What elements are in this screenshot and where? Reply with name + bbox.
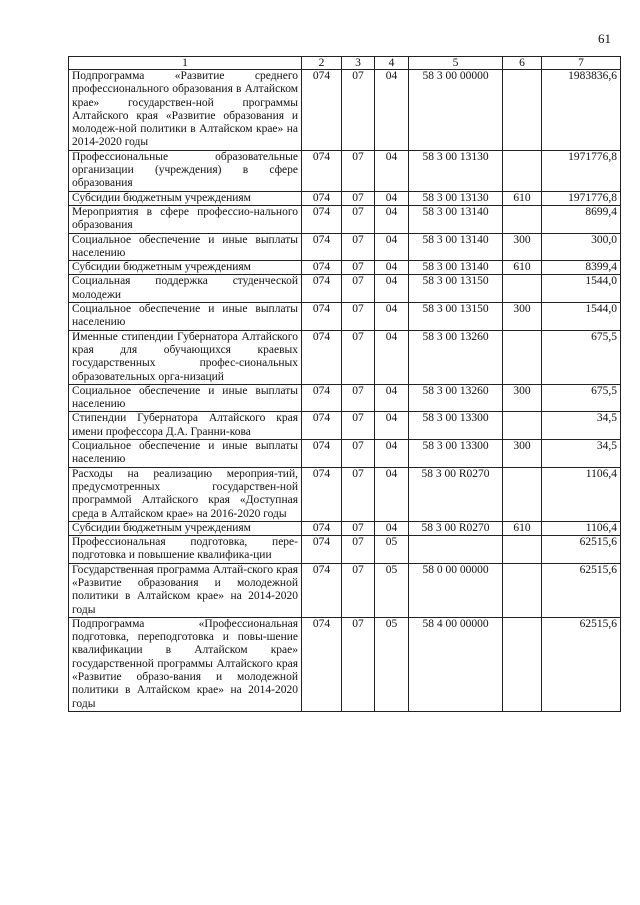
row-name: Расходы на реализацию мероприя-тий, предусмотренных государствен-ной программой Алтайского края «Доступная среда в Алтайском крае» на 2016-2020 годы <box>69 467 302 521</box>
row-code-3: 07 <box>342 563 375 617</box>
row-code-6: 300 <box>503 303 542 331</box>
row-code-6 <box>503 330 542 384</box>
row-code-2: 074 <box>302 303 342 331</box>
row-code-4: 05 <box>375 563 409 617</box>
row-amount: 62515,6 <box>542 536 621 564</box>
row-code-6: 610 <box>503 261 542 275</box>
row-code-3: 07 <box>342 521 375 535</box>
row-code-2: 074 <box>302 261 342 275</box>
row-name: Мероприятия в сфере профессио-нального образования <box>69 205 302 233</box>
row-name: Профессиональная подготовка, пере-подготовка и повышение квалифика-ции <box>69 536 302 564</box>
row-code-6 <box>503 617 542 711</box>
table-header-row <box>69 57 621 70</box>
row-name: Социальное обеспечение и иные выплаты населению <box>69 440 302 468</box>
row-code-5: 58 3 00 13130 <box>409 150 503 191</box>
row-code-3: 07 <box>342 330 375 384</box>
row-code-5: 58 3 00 13150 <box>409 303 503 331</box>
table-row <box>69 440 621 468</box>
table-row <box>69 150 621 191</box>
table-row <box>69 303 621 331</box>
table-row <box>69 261 621 275</box>
row-amount: 675,5 <box>542 330 621 384</box>
row-code-2: 074 <box>302 440 342 468</box>
row-amount: 34,5 <box>542 412 621 440</box>
row-name: Государственная программа Алтай-ского края «Развитие образования и молодежной политики в Алтайском крае» на 2014-2020 годы <box>69 563 302 617</box>
row-amount: 1544,0 <box>542 275 621 303</box>
row-name: Субсидии бюджетным учреждениям <box>69 191 302 205</box>
row-code-3: 07 <box>342 233 375 261</box>
row-code-2: 074 <box>302 617 342 711</box>
row-code-6: 610 <box>503 521 542 535</box>
row-code-2: 074 <box>302 233 342 261</box>
row-code-6 <box>503 150 542 191</box>
row-code-5: 58 3 00 13300 <box>409 440 503 468</box>
table-row <box>69 205 621 233</box>
row-code-4: 04 <box>375 412 409 440</box>
budget-table <box>68 56 621 712</box>
row-code-3: 07 <box>342 440 375 468</box>
row-code-6 <box>503 536 542 564</box>
row-code-5: 58 3 00 13260 <box>409 384 503 412</box>
row-name: Социальная поддержка студенческой молодежи <box>69 275 302 303</box>
row-code-3: 07 <box>342 150 375 191</box>
row-name: Социальное обеспечение и иные выплаты населению <box>69 303 302 331</box>
row-amount: 8399,4 <box>542 261 621 275</box>
row-code-3: 07 <box>342 384 375 412</box>
row-code-4: 04 <box>375 205 409 233</box>
row-code-5: 58 3 00 00000 <box>409 70 503 151</box>
row-name: Именные стипендии Губернатора Алтайского края для обучающихся краевых государственных профес-сиональных образовательных орга-низаций <box>69 330 302 384</box>
row-amount: 300,0 <box>542 233 621 261</box>
row-amount: 8699,4 <box>542 205 621 233</box>
row-amount: 62515,6 <box>542 563 621 617</box>
row-code-4: 05 <box>375 536 409 564</box>
row-code-3: 07 <box>342 205 375 233</box>
row-code-2: 074 <box>302 330 342 384</box>
row-code-6 <box>503 412 542 440</box>
row-code-4: 04 <box>375 275 409 303</box>
row-code-4: 04 <box>375 384 409 412</box>
row-code-2: 074 <box>302 384 342 412</box>
row-code-6: 610 <box>503 191 542 205</box>
page-number: 61 <box>598 31 611 46</box>
row-code-5: 58 3 00 R0270 <box>409 521 503 535</box>
row-code-5: 58 3 00 13140 <box>409 261 503 275</box>
row-name: Социальное обеспечение и иные выплаты населению <box>69 233 302 261</box>
row-name: Субсидии бюджетным учреждениям <box>69 261 302 275</box>
row-code-5 <box>409 536 503 564</box>
row-amount: 62515,6 <box>542 617 621 711</box>
row-code-6 <box>503 275 542 303</box>
table-row <box>69 330 621 384</box>
row-code-5: 58 4 00 00000 <box>409 617 503 711</box>
header-col-2: 2 <box>302 57 342 70</box>
row-code-3: 07 <box>342 467 375 521</box>
row-code-5: 58 3 00 13300 <box>409 412 503 440</box>
row-code-3: 07 <box>342 617 375 711</box>
table-row <box>69 467 621 521</box>
row-code-6 <box>503 70 542 151</box>
row-code-4: 04 <box>375 467 409 521</box>
row-amount: 1106,4 <box>542 521 621 535</box>
table-row <box>69 521 621 535</box>
row-code-5: 58 3 00 13140 <box>409 205 503 233</box>
row-code-3: 07 <box>342 261 375 275</box>
header-col-5: 5 <box>409 57 503 70</box>
row-code-5: 58 3 00 13150 <box>409 275 503 303</box>
table-row <box>69 536 621 564</box>
row-code-4: 04 <box>375 440 409 468</box>
row-code-3: 07 <box>342 70 375 151</box>
row-code-5: 58 3 00 13130 <box>409 191 503 205</box>
row-code-6 <box>503 467 542 521</box>
row-amount: 1971776,8 <box>542 191 621 205</box>
table-row <box>69 384 621 412</box>
header-col-4: 4 <box>375 57 409 70</box>
row-amount: 1544,0 <box>542 303 621 331</box>
row-code-4: 04 <box>375 70 409 151</box>
row-code-3: 07 <box>342 275 375 303</box>
row-code-5: 58 3 00 13140 <box>409 233 503 261</box>
header-col-3: 3 <box>342 57 375 70</box>
table-row <box>69 70 621 151</box>
row-code-5: 58 3 00 13260 <box>409 330 503 384</box>
table-row <box>69 275 621 303</box>
row-code-2: 074 <box>302 150 342 191</box>
row-code-6 <box>503 205 542 233</box>
row-code-2: 074 <box>302 275 342 303</box>
row-name: Стипендии Губернатора Алтайского края имени профессора Д.А. Гранни-кова <box>69 412 302 440</box>
row-code-4: 04 <box>375 330 409 384</box>
table-row <box>69 617 621 711</box>
row-code-2: 074 <box>302 521 342 535</box>
row-code-6: 300 <box>503 384 542 412</box>
row-code-3: 07 <box>342 191 375 205</box>
row-code-3: 07 <box>342 412 375 440</box>
row-code-6: 300 <box>503 440 542 468</box>
row-name: Социальное обеспечение и иные выплаты населению <box>69 384 302 412</box>
table-row <box>69 191 621 205</box>
row-code-3: 07 <box>342 536 375 564</box>
row-code-2: 074 <box>302 563 342 617</box>
row-name: Субсидии бюджетным учреждениям <box>69 521 302 535</box>
row-code-2: 074 <box>302 205 342 233</box>
row-code-4: 04 <box>375 191 409 205</box>
row-code-4: 04 <box>375 303 409 331</box>
row-code-3: 07 <box>342 303 375 331</box>
table-row <box>69 563 621 617</box>
header-col-6: 6 <box>503 57 542 70</box>
row-code-4: 04 <box>375 261 409 275</box>
row-code-2: 074 <box>302 70 342 151</box>
row-code-4: 04 <box>375 233 409 261</box>
row-code-2: 074 <box>302 412 342 440</box>
row-code-2: 074 <box>302 536 342 564</box>
row-code-2: 074 <box>302 191 342 205</box>
row-code-2: 074 <box>302 467 342 521</box>
row-code-5: 58 0 00 00000 <box>409 563 503 617</box>
row-name: Подпрограмма «Профессиональная подготовка, переподготовка и повы-шение квалификации в Алтайском крае» государственной программы Алтайского края «Развитие образо-вания и молодежной политики в Алтайском крае» на 2014-2020 годы <box>69 617 302 711</box>
row-amount: 675,5 <box>542 384 621 412</box>
header-col-7: 7 <box>542 57 621 70</box>
row-amount: 1106,4 <box>542 467 621 521</box>
row-code-4: 04 <box>375 150 409 191</box>
row-code-4: 05 <box>375 617 409 711</box>
row-amount: 34,5 <box>542 440 621 468</box>
row-amount: 1983836,6 <box>542 70 621 151</box>
header-col-1: 1 <box>69 57 302 70</box>
table-row <box>69 412 621 440</box>
row-code-6: 300 <box>503 233 542 261</box>
row-amount: 1971776,8 <box>542 150 621 191</box>
row-code-6 <box>503 563 542 617</box>
row-code-5: 58 3 00 R0270 <box>409 467 503 521</box>
row-code-4: 04 <box>375 521 409 535</box>
table-row <box>69 233 621 261</box>
row-name: Подпрограмма «Развитие среднего профессионального образования в Алтайском крае» государствен-ной программы Алтайского края «Развитие образования и молодеж-ной политики в Алтайском крае» на 2014-2020 годы <box>69 70 302 151</box>
row-name: Профессиональные образовательные организации (учреждения) в сфере образования <box>69 150 302 191</box>
